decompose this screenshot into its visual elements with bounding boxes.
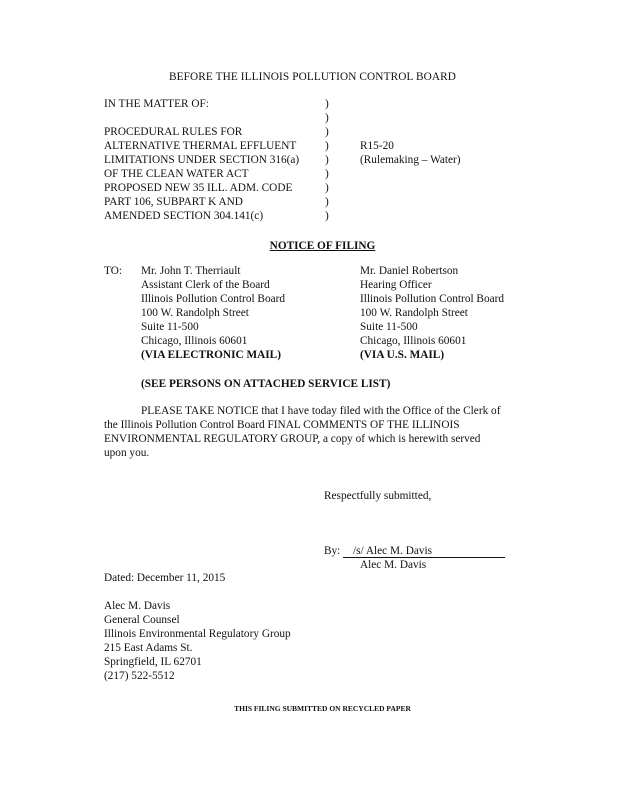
signature-by-label: By: [324, 545, 341, 557]
caption-line: IN THE MATTER OF: [104, 98, 209, 110]
electronic-signature: /s/ Alec M. Davis [353, 545, 433, 557]
recycled-paper-footer: THIS FILING SUBMITTED ON RECYCLED PAPER [234, 704, 411, 713]
document-title: BEFORE THE ILLINOIS POLLUTION CONTROL BOARD [168, 71, 457, 83]
contact-title: General Counsel [104, 614, 180, 626]
recipient-title: Assistant Clerk of the Board [141, 279, 270, 291]
recipient-street: 100 W. Randolph Street [141, 307, 249, 319]
caption-line: PROCEDURAL RULES FOR [104, 126, 243, 138]
dated-line: Dated: December 11, 2015 [104, 572, 226, 584]
caption-paren: ) [325, 168, 329, 180]
contact-block [104, 599, 291, 683]
contact-phone: (217) 522-5512 [104, 670, 175, 682]
caption-line: ALTERNATIVE THERMAL EFFLUENT [104, 140, 297, 152]
recipient-title: Hearing Officer [360, 279, 432, 291]
recipient-delivery: (VIA U.S. MAIL) [360, 349, 445, 361]
recipient-org: Illinois Pollution Control Board [360, 293, 505, 305]
caption-paren: ) [325, 126, 329, 138]
recipient-org: Illinois Pollution Control Board [141, 293, 286, 305]
recipient-suite: Suite 11-500 [141, 321, 199, 333]
caption-line: AMENDED SECTION 304.141(c) [104, 210, 264, 222]
recipient-name: Mr. John T. Therriault [141, 265, 241, 277]
signature-rule [343, 544, 505, 558]
body-line: PLEASE TAKE NOTICE that I have today filed with the Office of the Clerk of [141, 405, 501, 417]
caption-paren: ) [325, 140, 329, 152]
recipient-city: Chicago, Illinois 60601 [141, 335, 248, 347]
contact-name: Alec M. Davis [104, 600, 171, 612]
caption-parens [325, 97, 333, 223]
caption-line: PART 106, SUBPART K AND [104, 196, 243, 208]
caption-paren: ) [325, 182, 329, 194]
recipient-left [141, 264, 285, 362]
docket-type: (Rulemaking – Water) [360, 154, 461, 166]
to-label: TO: [104, 265, 122, 277]
contact-street: 215 East Adams St. [104, 642, 193, 654]
contact-org: Illinois Environmental Regulatory Group [104, 628, 291, 640]
body-line: upon you. [104, 447, 150, 459]
recipient-right [360, 264, 504, 362]
recipient-city: Chicago, Illinois 60601 [360, 335, 467, 347]
body-line: the Illinois Pollution Control Board FINAL COMMENTS OF THE ILLINOIS [104, 419, 460, 431]
caption-line: OF THE CLEAN WATER ACT [104, 168, 249, 180]
caption-paren: ) [325, 196, 329, 208]
closing: Respectfully submitted, [324, 490, 432, 502]
caption-line: LIMITATIONS UNDER SECTION 316(a) [104, 154, 300, 166]
notice-title: NOTICE OF FILING [269, 240, 376, 252]
recipient-suite: Suite 11-500 [360, 321, 418, 333]
contact-city: Springfield, IL 62701 [104, 656, 202, 668]
case-caption [104, 97, 299, 223]
recipient-name: Mr. Daniel Robertson [360, 265, 459, 277]
caption-paren: ) [325, 98, 329, 110]
caption-line: PROPOSED NEW 35 ILL. ADM. CODE [104, 182, 293, 194]
recipient-street: 100 W. Randolph Street [360, 307, 468, 319]
docket-number: R15-20 [360, 140, 394, 152]
recipient-delivery: (VIA ELECTRONIC MAIL) [141, 349, 281, 361]
body-line: ENVIRONMENTAL REGULATORY GROUP, a copy of which is herewith served [104, 433, 481, 445]
printed-name: Alec M. Davis [360, 559, 427, 571]
caption-paren: ) [325, 154, 329, 166]
caption-line [104, 111, 299, 125]
caption-paren: ) [325, 112, 329, 124]
caption-paren: ) [325, 210, 329, 222]
service-list-note: (SEE PERSONS ON ATTACHED SERVICE LIST) [141, 378, 391, 390]
